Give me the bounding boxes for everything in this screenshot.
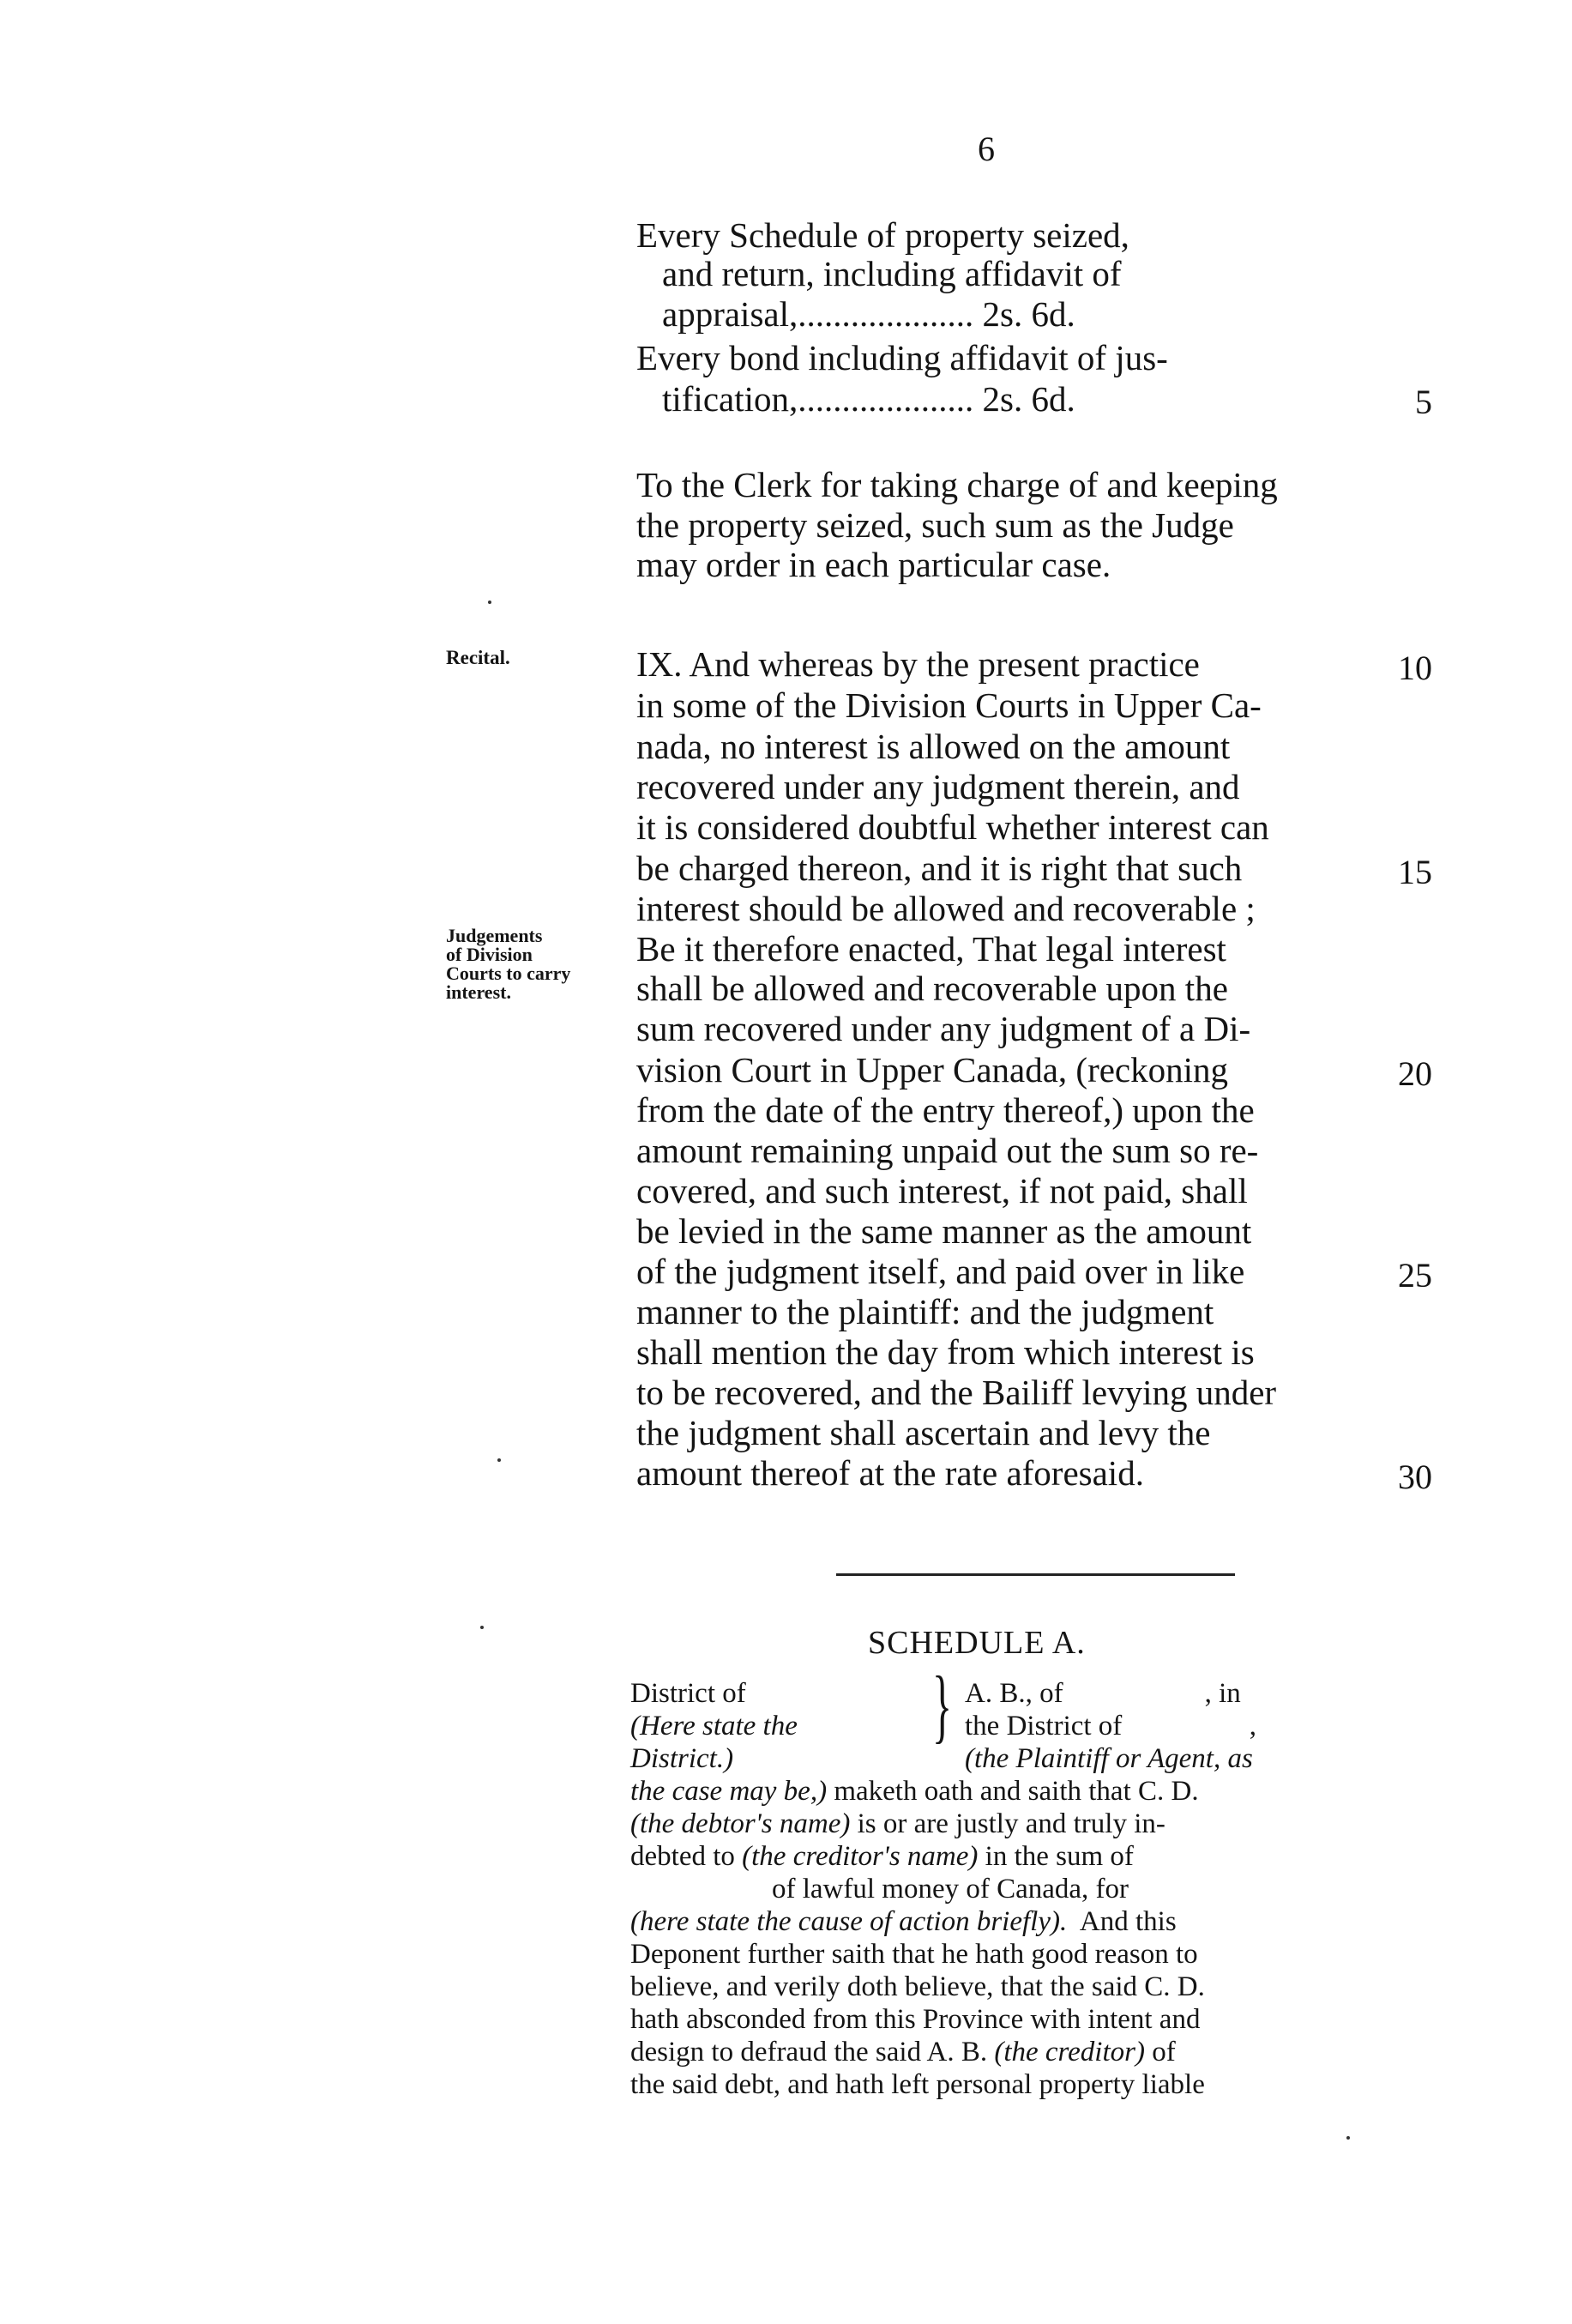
section-ix-line-5: it is considered doubtful whether interest can — [636, 807, 1269, 847]
print-speck — [1346, 2136, 1350, 2140]
section-ix-line-10: sum recovered under any judgment of a Di- — [636, 1009, 1251, 1048]
schedule-body-line-7: believe, and verily doth believe, that the said C. D. — [630, 1971, 1205, 2002]
section-ix-line-17: manner to the plaintiff: and the judgment — [636, 1292, 1214, 1331]
margin-note-judgements: Judgements of Division Courts to carry interest. — [446, 925, 571, 1003]
margin-note-recital: Recital. — [446, 647, 510, 668]
print-speck — [480, 1626, 484, 1629]
page-number: 6 — [978, 130, 995, 168]
fee-line-5: tification,.................... 2s. 6d. — [662, 379, 1075, 419]
schedule-right-line-1: A. B., of , in — [965, 1678, 1241, 1709]
schedule-body-line-5: (here state the cause of action briefly). And this — [630, 1906, 1177, 1937]
clerk-line-3: may order in each particular case. — [636, 545, 1111, 584]
schedule-left-line-2: (Here state the — [630, 1711, 798, 1741]
section-ix-line-20: the judgment shall ascertain and levy the — [636, 1413, 1211, 1452]
line-number-15: 15 — [1398, 853, 1432, 891]
section-ix-line-9: shall be allowed and recoverable upon the — [636, 969, 1228, 1008]
schedule-right-line-3: (the Plaintiff or Agent, as — [965, 1743, 1253, 1774]
fee-line-1: Every Schedule of property seized, — [636, 215, 1129, 255]
section-ix-line-18: shall mention the day from which interest is — [636, 1332, 1255, 1372]
schedule-body-line-9: design to defraud the said A. B. (the creditor) of — [630, 2037, 1176, 2067]
schedule-body-line-10: the said debt, and hath left personal property liable — [630, 2069, 1205, 2100]
section-ix-line-12: from the date of the entry thereof,) upon the — [636, 1090, 1255, 1130]
section-ix-line-2: in some of the Division Courts in Upper Ca- — [636, 685, 1262, 725]
section-ix-line-16: of the judgment itself, and paid over in like — [636, 1252, 1245, 1291]
schedule-left-line-3: District.) — [630, 1743, 734, 1774]
schedule-body-line-8: hath absconded from this Province with intent and — [630, 2004, 1201, 2035]
section-ix-line-19: to be recovered, and the Bailiff levying under — [636, 1373, 1277, 1412]
section-ix-line-21: amount thereof at the rate aforesaid. — [636, 1453, 1144, 1493]
schedule-right-line-2: the District of , — [965, 1711, 1257, 1741]
fee-line-2: and return, including affidavit of — [662, 254, 1122, 293]
schedule-body-line-4: of lawful money of Canada, for — [630, 1874, 1129, 1904]
clerk-line-2: the property seized, such sum as the Judge — [636, 505, 1234, 545]
schedule-left-line-1: District of — [630, 1678, 746, 1709]
schedule-body-line-1: the case may be,) maketh oath and saith that C. D. — [630, 1776, 1199, 1807]
line-number-30: 30 — [1398, 1458, 1432, 1496]
line-number-25: 25 — [1398, 1256, 1432, 1295]
schedule-body-line-6: Deponent further saith that he hath good reason to — [630, 1939, 1198, 1970]
section-ix-line-8: Be it therefore enacted, That legal interest — [636, 929, 1226, 969]
section-ix-line-7: interest should be allowed and recoverable ; — [636, 889, 1256, 928]
section-ix-line-14: covered, and such interest, if not paid, shall — [636, 1171, 1248, 1210]
section-ix-line-13: amount remaining unpaid out the sum so re- — [636, 1131, 1259, 1170]
fee-line-3: appraisal,.................... 2s. 6d. — [662, 294, 1075, 334]
section-ix-line-11: vision Court in Upper Canada, (reckoning — [636, 1050, 1229, 1090]
schedule-heading: SCHEDULE A. — [868, 1625, 1086, 1661]
fee-line-4: Every bond including affidavit of jus- — [636, 338, 1168, 377]
line-number-20: 20 — [1398, 1054, 1432, 1093]
line-number-10: 10 — [1398, 649, 1432, 687]
schedule-body-line-3: debted to (the creditor's name) in the sum of — [630, 1841, 1134, 1872]
schedule-brace: } — [932, 1659, 953, 1751]
clerk-line-1: To the Clerk for taking charge of and keeping — [636, 465, 1278, 504]
schedule-body-line-2: (the debtor's name) is or are justly and truly in- — [630, 1808, 1165, 1839]
section-ix-line-15: be levied in the same manner as the amount — [636, 1211, 1252, 1251]
print-speck — [488, 601, 491, 604]
section-ix-line-1: IX. And whereas by the present practice — [636, 644, 1200, 684]
section-divider — [836, 1573, 1235, 1576]
line-number-5: 5 — [1415, 383, 1432, 421]
print-speck — [497, 1458, 501, 1462]
section-ix-line-3: nada, no interest is allowed on the amount — [636, 727, 1231, 766]
section-ix-line-4: recovered under any judgment therein, and — [636, 767, 1240, 806]
section-ix-line-6: be charged thereon, and it is right that such — [636, 848, 1243, 888]
